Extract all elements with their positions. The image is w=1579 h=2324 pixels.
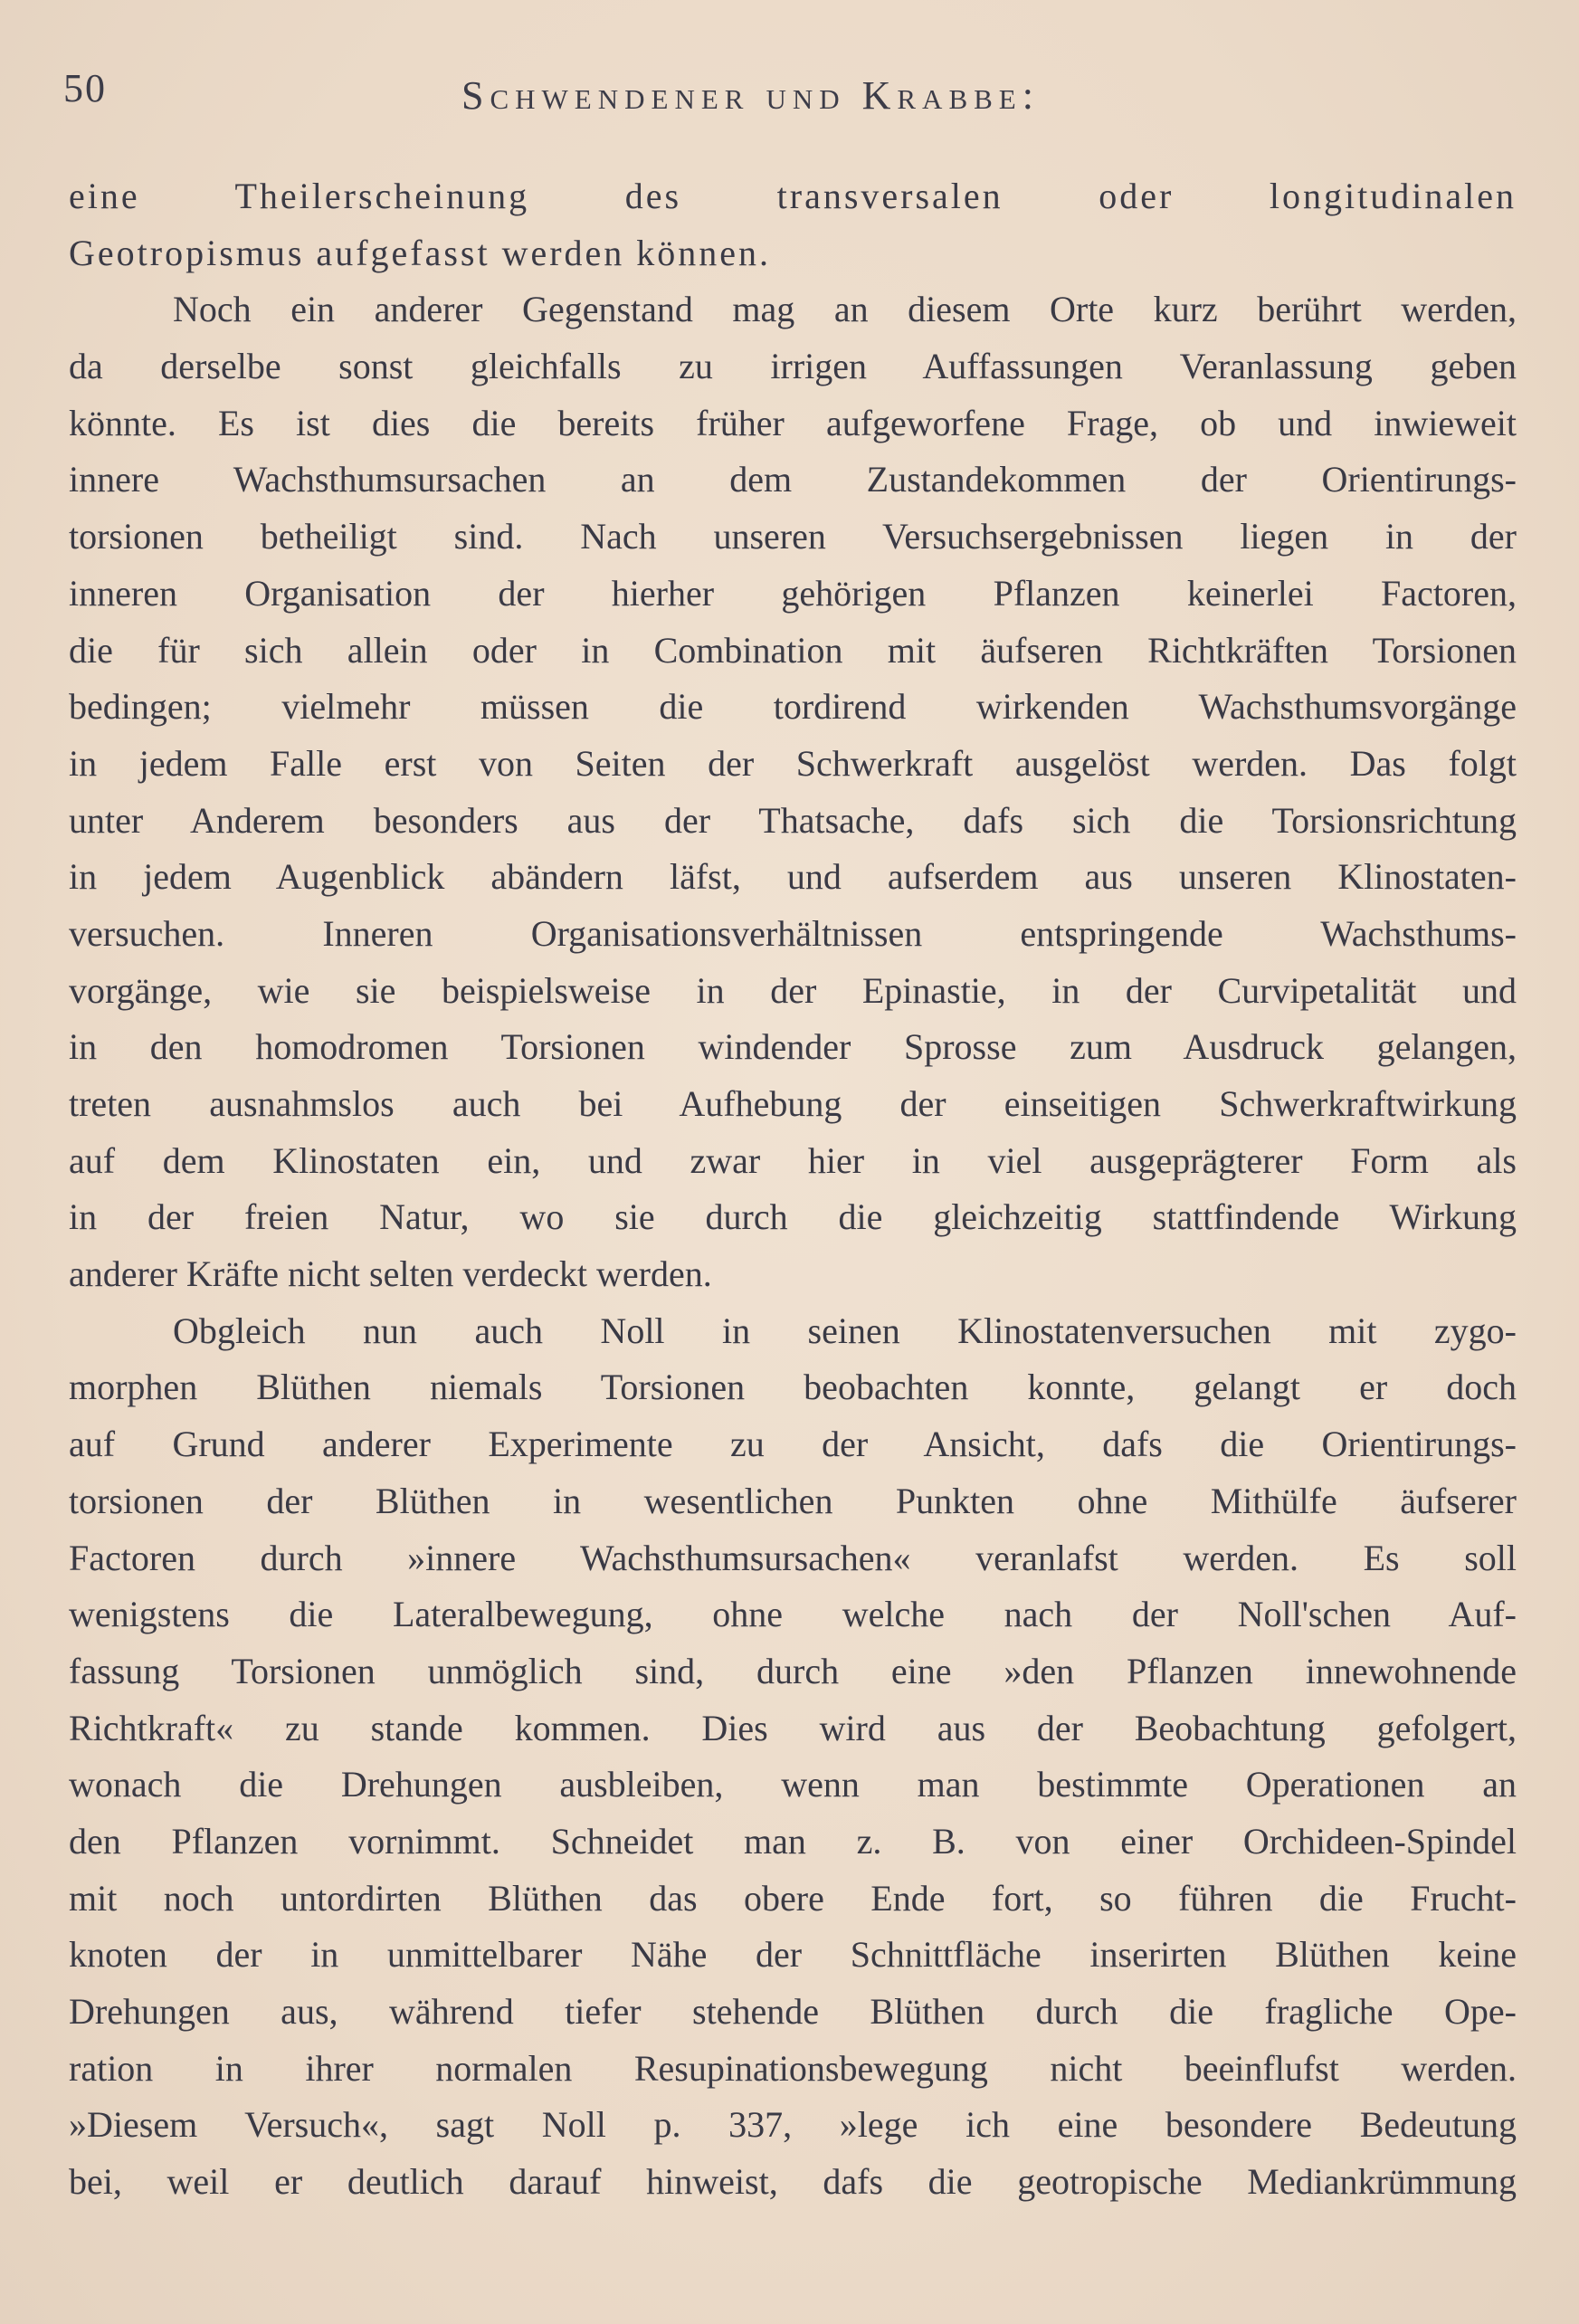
text-line: ration in ihrer normalen Resupinationsbewegung nicht beeinflufst werden. [69,2047,1517,2089]
text-line: wenigstens die Lateralbewegung, ohne welche nach der Noll'schen Auf- [69,1594,1517,1635]
text-line: Geotropismus aufgefasst werden können. [69,232,772,273]
text-line: könnte. Es ist dies die bereits früher aufgeworfene Frage, ob und inwieweit [69,402,1517,443]
text-line: unter Anderem besonders aus der Thatsache, dafs sich die Torsionsrichtung [69,799,1517,841]
text-line: vorgänge, wie sie beispielsweise in der Epinastie, in der Curvipetalität und [69,969,1517,1011]
text-line: innere Wachsthumsursachen an dem Zustandekommen der Orientirungs- [69,459,1517,500]
text-line: »Diesem Versuch«, sagt Noll p. 337, »lege ich eine besondere Bedeutung [69,2104,1517,2146]
text-line: knoten der in unmittelbarer Nähe der Schnittfläche inserirten Blüthen keine [69,1934,1517,1976]
text-line: bei, weil er deutlich darauf hinweist, dafs die geotropische Mediankrümmung [69,2161,1517,2203]
paragraph-first-line: Obgleich nun auch Noll in seinen Klinostatenversuchen mit zygo- [173,1310,1517,1351]
page-number: 50 [63,66,107,110]
paragraph-last-line: anderer Kräfte nicht selten verdeckt werden. [69,1253,712,1295]
text-line: in den homodromen Torsionen windender Sprosse zum Ausdruck gelangen, [69,1026,1517,1068]
text-line: eine Theilerscheinung des transversalen oder longitudinalen [69,176,1517,216]
text-line: in der freien Natur, wo sie durch die gleichzeitig stattfindende Wirkung [69,1196,1517,1238]
text-line: da derselbe sonst gleichfalls zu irrigen Auffassungen Veranlassung geben [69,346,1517,387]
text-line: bedingen; vielmehr müssen die tordirend wirkenden Wachsthumsvorgänge [69,686,1517,728]
text-line: auf dem Klinostaten ein, und zwar hier in viel ausgeprägterer Form als [69,1139,1517,1181]
text-line: Factoren durch »innere Wachsthumsursachen« veranlafst werden. Es soll [69,1537,1517,1578]
text-line: mit noch untordirten Blüthen das obere Ende fort, so führen die Frucht- [69,1877,1517,1919]
text-line: wonach die Drehungen ausbleiben, wenn man bestimmte Operationen an [69,1764,1517,1805]
text-line: versuchen. Inneren Organisationsverhältnissen entspringende Wachsthums- [69,912,1517,954]
text-line: die für sich allein oder in Combination mit äufseren Richtkräften Torsionen [69,629,1517,671]
text-line: in jedem Augenblick abändern läfst, und aufserdem aus unseren Klinostaten- [69,856,1517,898]
text-line: auf Grund anderer Experimente zu der Ansicht, dafs die Orientirungs- [69,1424,1517,1465]
text-line: in jedem Falle erst von Seiten der Schwerkraft ausgelöst werden. Das folgt [69,742,1517,784]
text-line: den Pflanzen vornimmt. Schneidet man z. B. von einer Orchideen-Spindel [69,1820,1517,1862]
text-line: fassung Torsionen unmöglich sind, durch eine »den Pflanzen innewohnende [69,1650,1517,1691]
text-line: torsionen betheiligt sind. Nach unseren Versuchsergebnissen liegen in der [69,516,1517,557]
text-line: morphen Blüthen niemals Torsionen beobachten konnte, gelangt er doch [69,1367,1517,1408]
text-line: treten ausnahmslos auch bei Aufhebung der einseitigen Schwerkraftwirkung [69,1083,1517,1124]
body-text [69,168,1517,2211]
running-head: Schwendener und Krabbe: [461,73,1040,118]
paragraph-first-line: Noch ein anderer Gegenstand mag an diesem Orte kurz berührt werden, [173,289,1517,330]
text-line: torsionen der Blüthen in wesentlichen Punkten ohne Mithülfe äufserer [69,1480,1517,1521]
text-line: Richtkraft« zu stande kommen. Dies wird aus der Beobachtung gefolgert, [69,1707,1517,1748]
text-line: inneren Organisation der hierher gehörigen Pflanzen keinerlei Factoren, [69,572,1517,614]
text-line: Drehungen aus, während tiefer stehende Blüthen durch die fragliche Ope- [69,1991,1517,2032]
